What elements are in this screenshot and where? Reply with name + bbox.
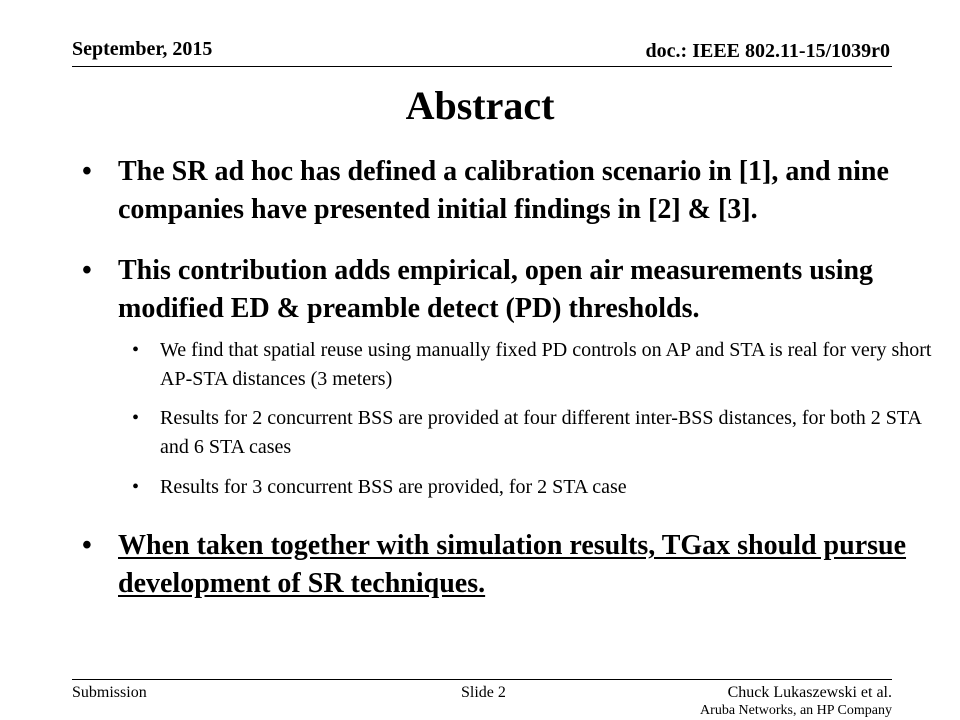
sub-bullet-text: Results for 3 concurrent BSS are provided, for 2 STA case bbox=[160, 476, 627, 498]
bullet-item-1 bbox=[82, 153, 942, 229]
bullet-item-2 bbox=[82, 252, 942, 328]
sub-bullet-item-3 bbox=[132, 473, 932, 502]
document-id: doc.: IEEE 802.11-15/1039r0 bbox=[645, 40, 890, 62]
footer-company: Aruba Networks, an HP Company bbox=[700, 703, 892, 718]
footer-submission: Submission bbox=[72, 684, 147, 701]
bullet-item-3 bbox=[82, 527, 942, 603]
bullet-dot-icon: • bbox=[132, 407, 140, 429]
sub-bullet-text: We find that spatial reuse using manually fixed PD controls on AP and STA is real for very short AP-STA distances (3 meters) bbox=[160, 339, 932, 390]
bullet-text-underlined: When taken together with simulation results, TGax should pursue development of SR techniques. bbox=[118, 530, 907, 599]
document-date: September, 2015 bbox=[72, 38, 213, 60]
bullet-text: The SR ad hoc has defined a calibration scenario in [1], and nine companies have presented initial findings in [2] & [3]. bbox=[118, 156, 889, 225]
slide-title: Abstract bbox=[405, 83, 555, 128]
sub-bullet-text: Results for 2 concurrent BSS are provided at four different inter-BSS distances, for both 2 STA and 6 STA cases bbox=[160, 407, 921, 458]
bullet-dot-icon: • bbox=[132, 339, 140, 361]
sub-bullet-item-2 bbox=[132, 404, 932, 462]
bullet-dot-icon: • bbox=[82, 255, 92, 286]
footer-divider bbox=[72, 679, 892, 680]
bullet-dot-icon: • bbox=[82, 156, 92, 187]
footer-slide-number: Slide 2 bbox=[461, 684, 506, 701]
footer-author: Chuck Lukaszewski et al. bbox=[727, 684, 892, 701]
header-divider bbox=[72, 66, 892, 67]
sub-bullet-item-1 bbox=[132, 336, 932, 394]
bullet-dot-icon: • bbox=[82, 530, 92, 561]
bullet-dot-icon: • bbox=[132, 476, 140, 498]
bullet-text: This contribution adds empirical, open air measurements using modified ED & preamble detect (PD) thresholds. bbox=[118, 255, 874, 324]
